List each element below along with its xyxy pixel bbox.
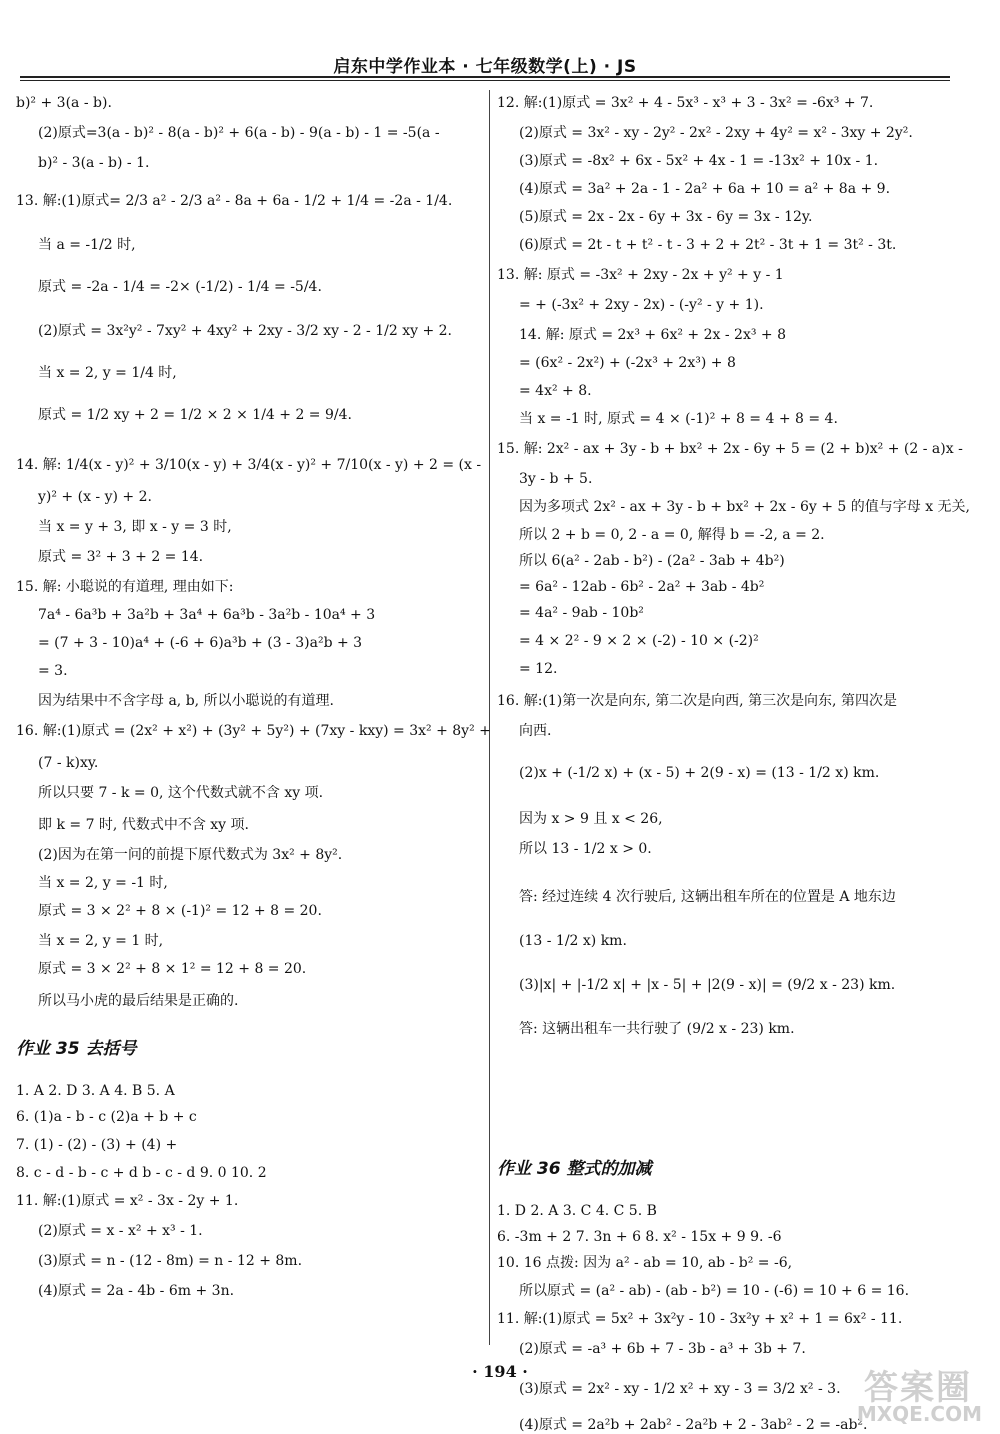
answer-line: 6. -3m + 2 7. 3n + 6 8. x² - 15x + 9 9. -6 bbox=[497, 1229, 782, 1245]
answer-line: b)² - 3(a - b) - 1. bbox=[38, 155, 150, 171]
answer-line: 10. 16 点拨: 因为 a² - ab = 10, ab - b² = -6, bbox=[497, 1255, 793, 1271]
answer-line: (5)原式 = 2x - 2x - 6y + 3x - 6y = 3x - 12y. bbox=[519, 209, 813, 225]
answer-line: (3)原式 = 2x² - xy - 1/2 x² + xy - 3 = 3/2 x² - 3. bbox=[519, 1381, 841, 1397]
watermark-subtext: MXQE.COM bbox=[856, 1402, 982, 1426]
section-title: 作业 36 整式的加减 bbox=[497, 1159, 652, 1179]
answer-line: = 4 × 2² - 9 × 2 × (-2) - 10 × (-2)² bbox=[519, 633, 759, 649]
answer-line: (3)|x| + |-1/2 x| + |x - 5| + |2(9 - x)| = (9/2 x - 23) km. bbox=[519, 977, 896, 993]
answer-line: 因为 x > 9 且 x < 26, bbox=[519, 811, 663, 827]
answer-line: 因为多项式 2x² - ax + 3y - b + bx² + 2x - 6y + 5 的值与字母 x 无关, bbox=[519, 499, 970, 515]
answer-line: 所以 2 + b = 0, 2 - a = 0, 解得 b = -2, a = 2. bbox=[519, 527, 825, 543]
answer-line: 因为结果中不含字母 a, b, 所以小聪说的有道理. bbox=[38, 693, 335, 709]
column-divider bbox=[489, 90, 490, 1345]
answer-line: 当 x = 2, y = 1/4 时, bbox=[38, 365, 177, 381]
watermark-text: 答案圈 bbox=[864, 1368, 972, 1408]
answer-line: 3y - b + 5. bbox=[519, 471, 593, 487]
answer-line: 8. c - d - b - c + d b - c - d 9. 0 10. 2 bbox=[16, 1165, 267, 1181]
answer-line: 原式 = 3² + 3 + 2 = 14. bbox=[38, 549, 204, 565]
answer-line: 所以只要 7 - k = 0, 这个代数式就不含 xy 项. bbox=[38, 785, 324, 801]
page-number: · 194 · bbox=[472, 1362, 528, 1381]
answer-line: 15. 解: 小聪说的有道理, 理由如下: bbox=[16, 579, 234, 595]
answer-line: 16. 解:(1)第一次是向东, 第二次是向西, 第三次是向东, 第四次是 bbox=[497, 693, 897, 709]
answer-line: y)² + (x - y) + 2. bbox=[38, 489, 152, 505]
answer-line: 13. 解:(1)原式= 2/3 a² - 2/3 a² - 8a + 6a - 1/2 + 1/4 = -2a - 1/4. bbox=[16, 193, 453, 209]
answer-line: (4)原式 = 3a² + 2a - 1 - 2a² + 6a + 10 = a² + 8a + 9. bbox=[519, 181, 891, 197]
answer-line: (2)x + (-1/2 x) + (x - 5) + 2(9 - x) = (13 - 1/2 x) km. bbox=[519, 765, 880, 781]
answer-line: 7. (1) - (2) - (3) + (4) + bbox=[16, 1137, 178, 1153]
answer-line: 所以 6(a² - 2ab - b²) - (2a² - 3ab + 4b²) bbox=[519, 553, 785, 569]
answer-line: 原式 = 1/2 xy + 2 = 1/2 × 2 × 1/4 + 2 = 9/4. bbox=[38, 407, 352, 423]
answer-line: 原式 = 3 × 2² + 8 × (-1)² = 12 + 8 = 20. bbox=[38, 903, 322, 919]
answer-line: 14. 解: 1/4(x - y)² + 3/10(x - y) + 3/4(x - y)² + 7/10(x - y) + 2 = (x - bbox=[16, 457, 482, 473]
answer-line: (6)原式 = 2t - t + t² - t - 3 + 2 + 2t² - 3t + 1 = 3t² - 3t. bbox=[519, 237, 897, 253]
answer-line: 12. 解:(1)原式 = 3x² + 4 - 5x³ - x³ + 3 - 3x² = -6x³ + 7. bbox=[497, 95, 874, 111]
answer-line: = (6x² - 2x²) + (-2x³ + 2x³) + 8 bbox=[519, 355, 736, 371]
answer-line: (4)原式 = 2a²b + 2ab² - 2a²b + 2 - 3ab² - 2 = -ab². bbox=[519, 1417, 868, 1433]
answer-line: 11. 解:(1)原式 = x² - 3x - 2y + 1. bbox=[16, 1193, 239, 1209]
watermark-logo bbox=[812, 1360, 982, 1426]
answer-line: (2)原式 = -a³ + 6b + 7 - 3b - a³ + 3b + 7. bbox=[519, 1341, 806, 1357]
header-rule bbox=[20, 76, 950, 78]
answer-line: = 12. bbox=[519, 661, 558, 677]
answer-line: 7a⁴ - 6a³b + 3a²b + 3a⁴ + 6a³b - 3a²b - 10a⁴ + 3 bbox=[38, 607, 376, 623]
answer-line: 当 x = -1 时, 原式 = 4 × (-1)² + 8 = 4 + 8 = 4. bbox=[519, 411, 838, 427]
answer-line: (4)原式 = 2a - 4b - 6m + 3n. bbox=[38, 1283, 235, 1299]
answer-line: 所以马小虎的最后结果是正确的. bbox=[38, 993, 239, 1009]
answer-line: = (7 + 3 - 10)a⁴ + (-6 + 6)a³b + (3 - 3)a²b + 3 bbox=[38, 635, 363, 651]
answer-line: (2)原式 = 3x² - xy - 2y² - 2x² - 2xy + 4y² = x² - 3xy + 2y². bbox=[519, 125, 913, 141]
answer-line: (2)原式 = x - x² + x³ - 1. bbox=[38, 1223, 203, 1239]
answer-line: 16. 解:(1)原式 = (2x² + x²) + (3y² + 5y²) + (7xy - kxy) = 3x² + 8y² + bbox=[16, 723, 491, 739]
answer-line: 13. 解: 原式 = -3x² + 2xy - 2x + y² + y - 1 bbox=[497, 267, 784, 283]
answer-line: 当 x = y + 3, 即 x - y = 3 时, bbox=[38, 519, 232, 535]
answer-line: (2)因为在第一问的前提下原代数式为 3x² + 8y². bbox=[38, 847, 343, 863]
answer-line: 15. 解: 2x² - ax + 3y - b + bx² + 2x - 6y + 5 = (2 + b)x² + (2 - a)x - bbox=[497, 441, 963, 457]
answer-line: = 4x² + 8. bbox=[519, 383, 592, 399]
answer-line: 答: 这辆出租车一共行驶了 (9/2 x - 23) km. bbox=[519, 1021, 795, 1037]
answer-line: (7 - k)xy. bbox=[38, 755, 99, 771]
answer-line: 向西. bbox=[519, 723, 552, 739]
answer-line: b)² + 3(a - b). bbox=[16, 95, 112, 111]
answer-line: (2)原式 = 3x²y² - 7xy² + 4xy² + 2xy - 3/2 xy - 2 - 1/2 xy + 2. bbox=[38, 323, 453, 339]
answer-line: 即 k = 7 时, 代数式中不含 xy 项. bbox=[38, 817, 249, 833]
answer-line: = 3. bbox=[38, 663, 68, 679]
answer-line: 6. (1)a - b - c (2)a + b + c bbox=[16, 1109, 197, 1125]
answer-line: 当 a = -1/2 时, bbox=[38, 237, 136, 253]
answer-line: 1. A 2. D 3. A 4. B 5. A bbox=[16, 1083, 175, 1099]
answer-line: 当 x = 2, y = -1 时, bbox=[38, 875, 168, 891]
answer-line: 所以 13 - 1/2 x > 0. bbox=[519, 841, 652, 857]
answer-line: (13 - 1/2 x) km. bbox=[519, 933, 627, 949]
page-header-title: 启东中学作业本 · 七年级数学(上) · JS bbox=[333, 57, 637, 77]
answer-line: (2)原式=3(a - b)² - 8(a - b)² + 6(a - b) - 9(a - b) - 1 = -5(a - bbox=[38, 125, 440, 141]
header-rule-thin bbox=[20, 80, 950, 81]
answer-line: 原式 = -2a - 1/4 = -2× (-1/2) - 1/4 = -5/4. bbox=[38, 279, 322, 295]
answer-line: (3)原式 = n - (12 - 8m) = n - 12 + 8m. bbox=[38, 1253, 303, 1269]
section-title: 作业 35 去括号 bbox=[16, 1039, 137, 1059]
answer-line: 1. D 2. A 3. C 4. C 5. B bbox=[497, 1203, 657, 1219]
answer-line: = + (-3x² + 2xy - 2x) - (-y² - y + 1). bbox=[519, 297, 764, 313]
answer-line: = 4a² - 9ab - 10b² bbox=[519, 605, 644, 621]
answer-line: 答: 经过连续 4 次行驶后, 这辆出租车所在的位置是 A 地东边 bbox=[519, 889, 896, 905]
answer-line: = 6a² - 12ab - 6b² - 2a² + 3ab - 4b² bbox=[519, 579, 765, 595]
answer-line: 原式 = 3 × 2² + 8 × 1² = 12 + 8 = 20. bbox=[38, 961, 307, 977]
answer-line: 当 x = 2, y = 1 时, bbox=[38, 933, 164, 949]
answer-line: 11. 解:(1)原式 = 5x² + 3x²y - 10 - 3x²y + x² + 1 = 6x² - 11. bbox=[497, 1311, 903, 1327]
answer-line: 14. 解: 原式 = 2x³ + 6x² + 2x - 2x³ + 8 bbox=[519, 327, 786, 343]
answer-line: 所以原式 = (a² - ab) - (ab - b²) = 10 - (-6) = 10 + 6 = 16. bbox=[519, 1283, 910, 1299]
answer-line: (3)原式 = -8x² + 6x - 5x² + 4x - 1 = -13x² + 10x - 1. bbox=[519, 153, 879, 169]
